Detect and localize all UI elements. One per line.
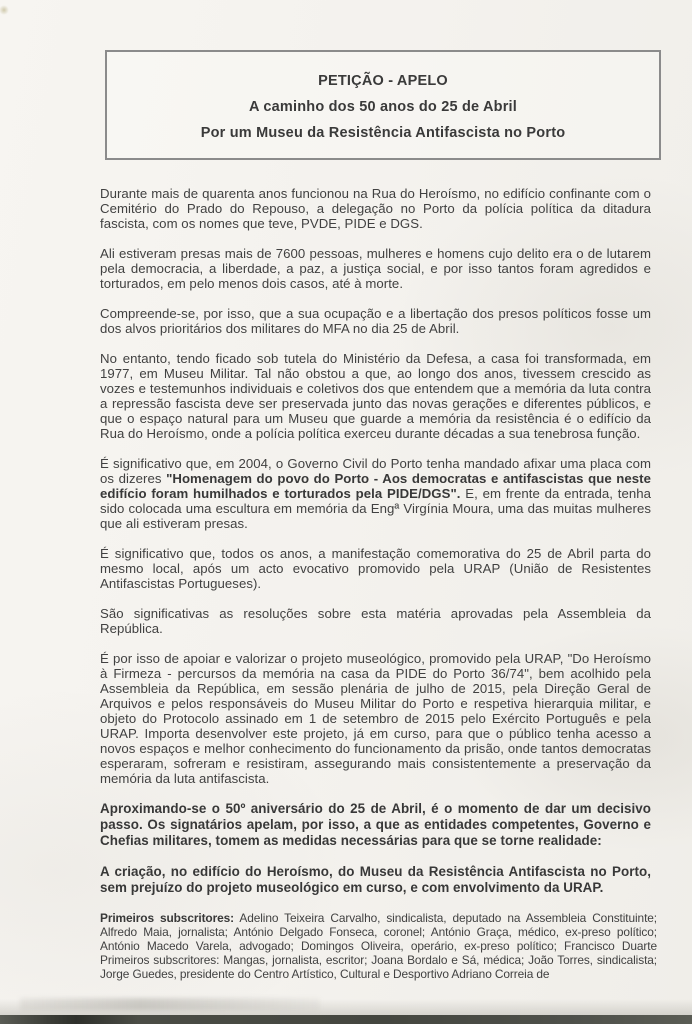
paragraph-text: No entanto, tendo ficado sob tutela do Ministério da Defesa, a casa foi transformada, em 1977, em Museu Militar. Tal não obstou a que, ao longo dos anos, tivessem crescido as vozes e testemunhos individuais e coletivos dos que entendem que a memória da luta contra a repressão fascista deve ser preservada junto das novas gerações e diferentes públicos, e que o espaço natural para um Museu que guarde a memória da resistência é o edifício da Rua do Heroísmo, onde a polícia política exerceu durante décadas a sua tenebrosa função. bbox=[100, 351, 651, 441]
paragraph bbox=[100, 801, 651, 849]
paragraph-text: Ali estiveram presas mais de 7600 pessoas, mulheres e homens cujo delito era o de lutarem pela democracia, a liberdade, a paz, a justiça social, e por isso tantos foram agredidos e torturados, em pelo menos dois casos, até à morte. bbox=[100, 246, 651, 291]
paragraph-text: Primeiros subscritores: bbox=[100, 911, 235, 925]
paragraph-text: Compreende-se, por isso, que a sua ocupação e a libertação dos presos políticos fosse um dos alvos prioritários dos militares do MFA no dia 25 de Abril. bbox=[100, 306, 651, 336]
paragraph bbox=[100, 456, 651, 531]
paragraph-text: É significativo que, todos os anos, a manifestação comemorativa do 25 de Abril parta do mesmo local, após um acto evocativo promovido pela URAP (União de Resistentes Antifascistas Portugueses). bbox=[100, 546, 651, 591]
paper-edge-shadow bbox=[0, 999, 692, 1015]
table-edge-strip bbox=[0, 1015, 692, 1024]
paragraph-text: E, em frente da entrada, tenha sido colocada uma escultura em memória da Engª Virgínia Moura, uma das muitas mulheres que ali estiveram presas. bbox=[100, 486, 651, 531]
paragraph-text: É por isso de apoiar e valorizar o projeto museológico, promovido pela URAP, "Do Heroísmo à Firmeza - percursos da memória na casa da PIDE do Porto 36/74", bem acolhido pela Assembleia da República, em sessão plenária de julho de 2015, pela Direção Geral de Arquivos e pelos responsáveis do Museu Militar do Porto e respetiva hierarquia militar, e objeto do Protocolo assinado em 1 de setembro de 2015 pelo Exército Português e pela URAP. Importa desenvolver este projeto, já em curso, para que o público tenha acesso a novos espaços e melhor conhecimento do funcionamento da prisão, onde tantos democratas esperaram, sofreram e resistiram, assegurando mais consistentemente a preservação da memória da luta antifascista. bbox=[100, 651, 651, 786]
paragraph bbox=[100, 546, 651, 591]
paragraph-text: "Homenagem do povo do Porto - Aos democratas e antifascistas que neste edifício foram humilhados e torturados pela PIDE/DGS". bbox=[100, 471, 652, 501]
document-body bbox=[100, 186, 657, 996]
petition-title: PETIÇÃO - APELO bbox=[318, 73, 448, 89]
paragraph bbox=[100, 306, 651, 336]
paragraph-text: Aproximando-se o 50º aniversário do 25 de Abril, é o momento de dar um decisivo passo. Os signatários apelam, por isso, a que as entidades competentes, Governo e Chefias militares, tomem as medidas necessárias para que se torne realidade: bbox=[100, 801, 651, 848]
paragraph bbox=[100, 864, 651, 896]
paragraph-text: Adelino Teixeira Carvalho, sindicalista, deputado na Assembleia Constituinte; Alfredo Maia, jornalista; António Delgado Fonseca, coronel; António Graça, médico, ex-preso político; António Macedo Varela, advogado; Domingos Oliveira, operário, ex-preso político; Francisco Duarte Primeiros subscritores: Mangas, jornalista, escritor; Joana Bordalo e Sá, médica; João Torres, sindicalista; Jorge Guedes, presidente do Centro Artístico, Cultural e Desportivo Adriano Correia de bbox=[100, 911, 657, 981]
paragraph-text: São significativas as resoluções sobre esta matéria aprovadas pela Assembleia da República. bbox=[100, 606, 651, 636]
petition-subtitle-1: A caminho dos 50 anos do 25 de Abril bbox=[249, 99, 517, 115]
paragraph bbox=[100, 186, 651, 231]
paragraph-text: A criação, no edifício do Heroísmo, do Museu da Resistência Antifascista no Porto, sem prejuízo do projeto museológico em curso, e com envolvimento da URAP. bbox=[100, 864, 651, 895]
paragraph bbox=[100, 606, 651, 636]
paragraph bbox=[100, 351, 651, 441]
petition-header-box bbox=[105, 50, 661, 160]
paragraph-text: É significativo que, em 2004, o Governo Civil do Porto tenha mandado afixar uma placa com os dizeres bbox=[100, 456, 651, 486]
paragraph-text: Durante mais de quarenta anos funcionou na Rua do Heroísmo, no edifício confinante com o Cemitério do Prado do Repouso, a delegação no Porto da polícia política da ditadura fascista, com os nomes que teve, PVDE, PIDE e DGS. bbox=[100, 186, 651, 231]
paragraph bbox=[100, 911, 657, 981]
paragraph bbox=[100, 651, 651, 786]
petition-subtitle-2: Por um Museu da Resistência Antifascista no Porto bbox=[200, 125, 566, 141]
paragraph bbox=[100, 246, 651, 291]
